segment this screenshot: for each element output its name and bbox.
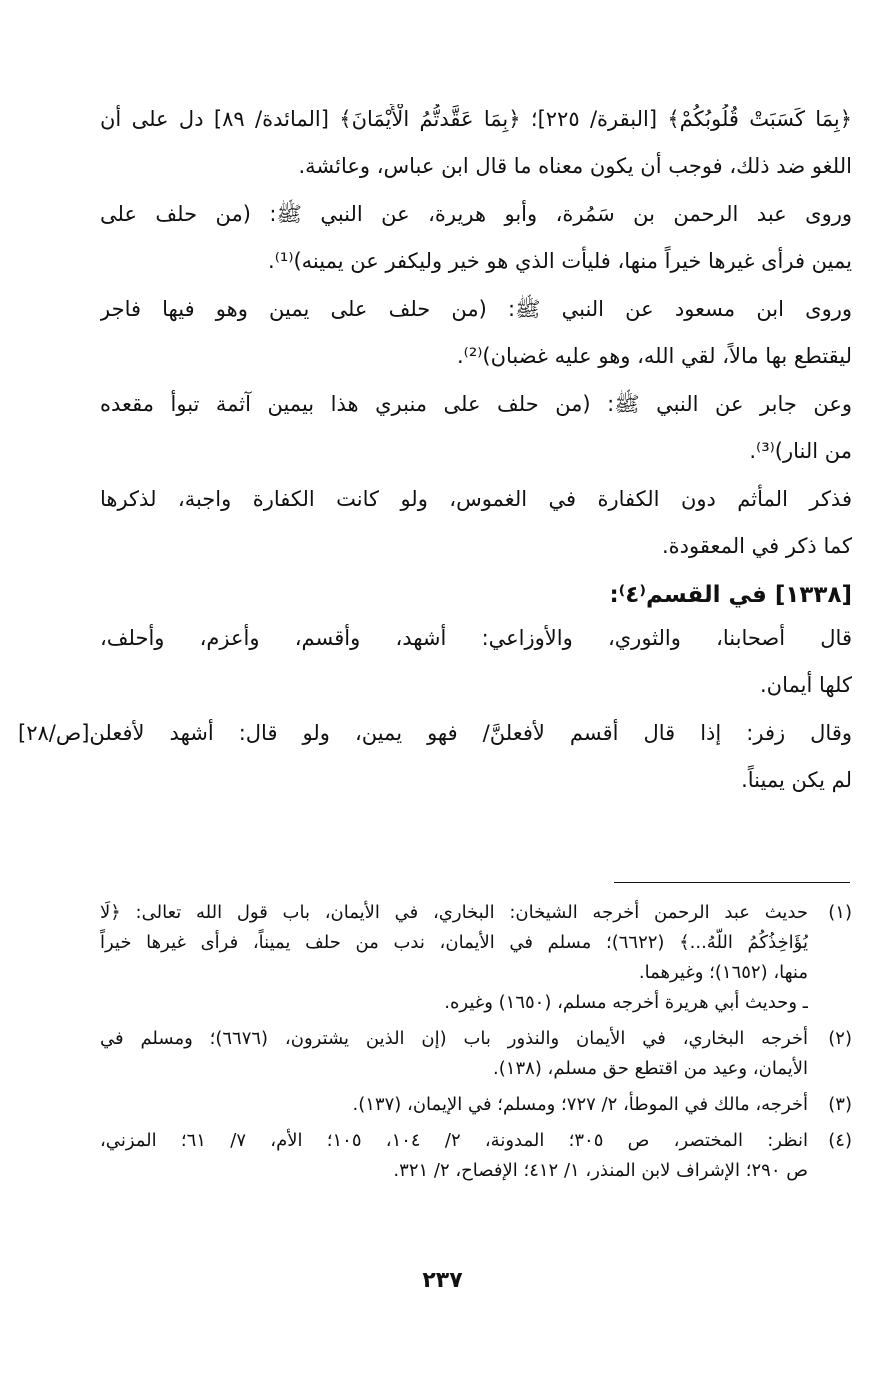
footnote (100, 1090, 852, 1120)
footnote-line: يُؤَاخِذُكُمُ اللَّهُ...﴾ (٦٦٢٢)؛ مسلم في الأيمان، ندب من حلف يميناً، فرأى غيرها خيراً (100, 932, 808, 953)
footnotes (100, 898, 852, 1192)
paragraph-6 (100, 623, 852, 700)
paragraph-1 (100, 104, 852, 181)
footnote-number: (٤) (828, 1130, 852, 1151)
footnote (100, 1126, 852, 1186)
paragraph-3 (100, 294, 852, 371)
footnote-line: أخرجه، مالك في الموطأ، ٢/ ٧٢٧؛ ومسلم؛ في الإيمان، (١٣٧). (352, 1094, 808, 1115)
footnote-line: حديث عبد الرحمن أخرجه الشيخان: البخاري، في الأيمان، باب قول الله تعالى: ﴿لَا (100, 902, 808, 923)
footnote-line: منها، (١٦٥٢)؛ وغيرهما. (638, 962, 808, 983)
text-line: كما ذكر في المعقودة. (661, 534, 852, 558)
footnote-line: الأيمان، وعيد من اقتطع حق مسلم، (١٣٨). (493, 1058, 808, 1079)
footnote-line: ـ وحديث أبي هريرة أخرجه مسلم، (١٦٥٠) وغيره. (444, 992, 808, 1013)
paragraph-7 (18, 718, 852, 795)
paragraph-4 (100, 389, 852, 466)
footnote-number: (٢) (828, 1028, 852, 1049)
text-line: كلها أيمان. (759, 673, 852, 697)
main-text (18, 104, 852, 813)
paragraph-2 (100, 199, 852, 276)
text-line: وروى عبد الرحمن بن سَمُرة، وأبو هريرة، عن النبي ﷺ: (من حلف على (100, 202, 852, 226)
text-line: وعن جابر عن النبي ﷺ: (من حلف على منبري هذا بيمين آثمة تبوأ مقعده (100, 392, 852, 416)
text-line: لم يكن يميناً. (741, 768, 852, 792)
text-line: يمين فرأى غيرها خيراً منها، فليأت الذي هو خير وليكفر عن يمينه)⁽¹⁾. (268, 249, 852, 273)
footnote-line: انظر: المختصر، ص ٣٠٥؛ المدونة، ٢/ ١٠٤، ١٠٥؛ الأم، ٧/ ٦١؛ المزني، (100, 1130, 808, 1151)
footnote-number: (٣) (828, 1094, 852, 1115)
text-line: وقال زفر: إذا قال أقسم لأفعلنَّ/ فهو يمين، ولو قال: أشهد لأفعلن[ص/٢٨] (18, 721, 852, 745)
text-line: ﴿بِمَا كَسَبَتْ قُلُوبُكُمْ﴾ [البقرة/ ٢٢٥]؛ ﴿بِمَا عَقَّدتُّمُ الْأَيْمَانَ﴾ [المائدة/ ٨٩] دل على أن (100, 107, 852, 131)
footnote-separator (614, 882, 850, 883)
section-heading: [١٣٣٨] في القسم⁽٤⁾: (609, 582, 852, 608)
footnote (100, 898, 852, 1018)
text-line: من النار)⁽³⁾. (749, 439, 852, 463)
text-line: ليقتطع بها مالاً، لقي الله، وهو عليه غضبان)⁽²⁾. (456, 344, 852, 368)
footnote-line: ص ٢٩٠؛ الإشراف لابن المنذر، ١/ ٤١٢؛ الإفصاح، ٢/ ٣٢١. (393, 1160, 808, 1181)
text-line: اللغو ضد ذلك، فوجب أن يكون معناه ما قال ابن عباس، وعائشة. (298, 154, 852, 178)
paragraph-5 (100, 484, 852, 561)
footnote-number: (١) (828, 902, 852, 923)
footnote-line: أخرجه البخاري، في الأيمان والنذور باب (إن الذين يشترون، (٦٦٧٦)؛ ومسلم في (100, 1028, 808, 1049)
text-line: وروى ابن مسعود عن النبي ﷺ: (من حلف على يمين وهو فيها فاجر (100, 297, 852, 321)
text-line: فذكر المأثم دون الكفارة في الغموس، ولو كانت الكفارة واجبة، لذكرها (100, 487, 852, 511)
footnote (100, 1024, 852, 1084)
page-number: ٢٣٧ (422, 1268, 463, 1293)
text-line: قال أصحابنا، والثوري، والأوزاعي: أشهد، وأقسم، وأعزم، وأحلف، (100, 626, 852, 650)
